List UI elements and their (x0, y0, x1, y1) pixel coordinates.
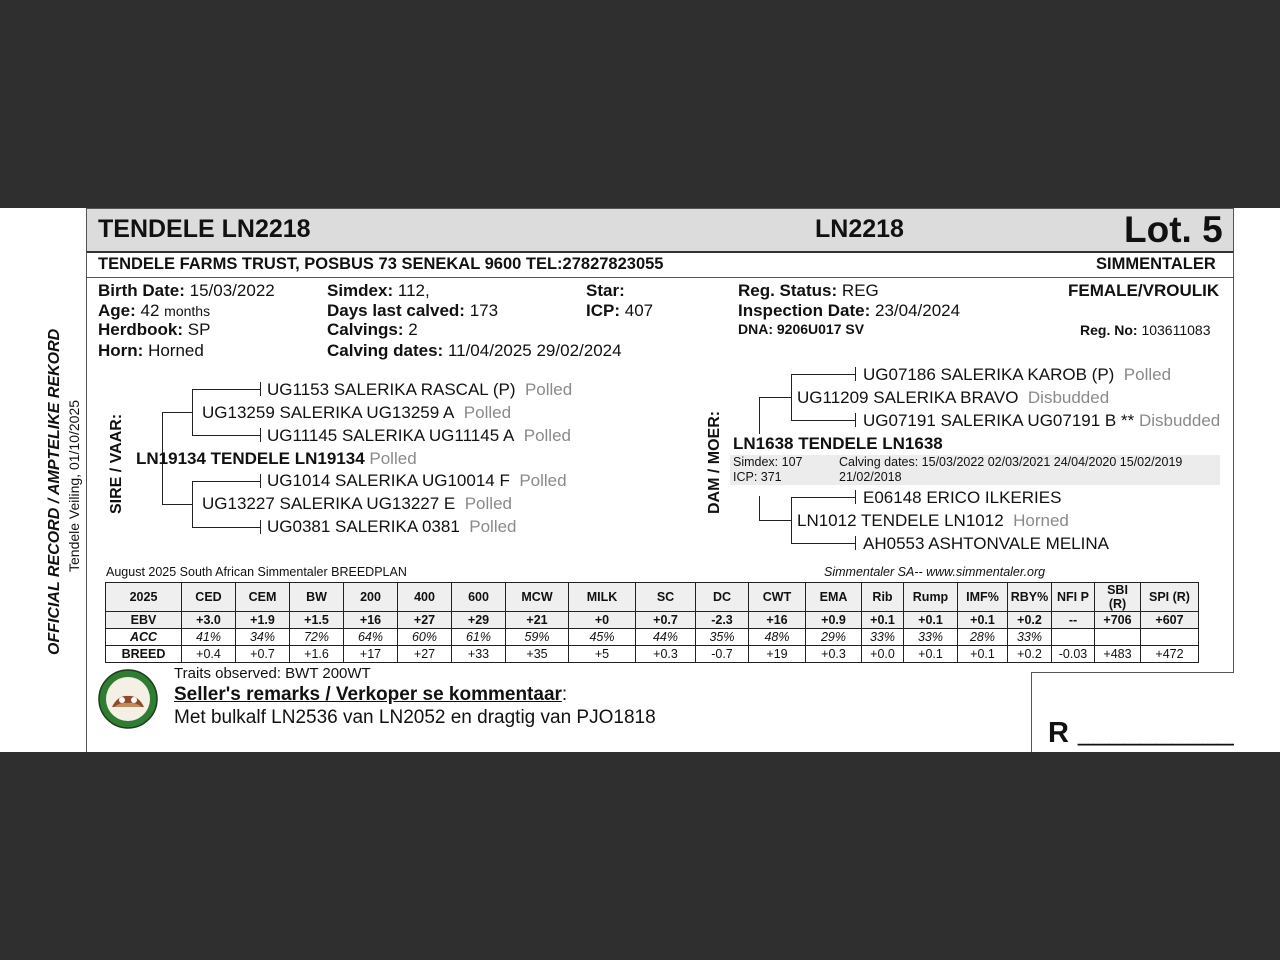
ebv-header-cell: 200 (344, 583, 398, 612)
ebv-cell: -2.3 (696, 612, 749, 629)
ebv-header-cell: BW (290, 583, 344, 612)
lot-number: Lot. 5 (1124, 209, 1223, 250)
acc-cell: 34% (236, 629, 290, 646)
days-last-calved: Days last calved: 173 (327, 301, 499, 320)
ebv-header-cell: MILK (569, 583, 636, 612)
ebv-cell: +607 (1141, 612, 1199, 629)
ebv-cell: +0.9 (806, 612, 862, 629)
acc-cell: 60% (398, 629, 452, 646)
acc-cell: 72% (290, 629, 344, 646)
acc-cell: 41% (182, 629, 236, 646)
lot-card (0, 208, 1280, 752)
ebv-header-cell: SC (636, 583, 696, 612)
sex: FEMALE/VROULIK (1068, 281, 1220, 300)
dam: LN1638 TENDELE LN1638 (733, 434, 943, 453)
sire-label: SIRE / VAAR: (108, 413, 125, 514)
ebv-header-cell: SBI (R) (1095, 583, 1141, 612)
acc-cell: 35% (696, 629, 749, 646)
dam-icp: ICP: 371 (733, 470, 782, 484)
remarks-text: Met bulkalf LN2536 van LN2052 en dragtig van PJO1818 (174, 707, 656, 728)
sire-dam-sire: UG1014 SALERIKA UG10014 F Polled (267, 471, 567, 490)
acc-cell: 33% (862, 629, 904, 646)
logo-seal-icon (98, 669, 158, 729)
acc-cell: 29% (806, 629, 862, 646)
breed-cell: +0.0 (862, 646, 904, 663)
ebv-row (106, 612, 1199, 629)
breed-cell: +5 (569, 646, 636, 663)
dam-sire-sire: UG07186 SALERIKA KAROB (P) Polled (863, 365, 1172, 384)
ebv-header-cell: RBY% (1008, 583, 1052, 612)
ebv-cell: +0.7 (636, 612, 696, 629)
dam-calving-dates: Calving dates: 15/03/2022 02/03/2021 24/04/2020 15/02/2019 (839, 455, 1183, 469)
breed-cell: +472 (1141, 646, 1199, 663)
acc-cell: 44% (636, 629, 696, 646)
acc-cell: 28% (958, 629, 1008, 646)
acc-cell: 64% (344, 629, 398, 646)
price-blank[interactable]: __________ (1078, 715, 1234, 746)
sire: LN19134 TENDELE LN19134 Polled (136, 449, 417, 468)
official-record-label: OFFICIAL RECORD / AMPTELIKE REKORD (46, 328, 63, 655)
dam-simdex: Simdex: 107 (733, 455, 803, 469)
left-border (86, 278, 87, 752)
ebv-header-cell: NFI P (1052, 583, 1095, 612)
ebv-cell: +706 (1095, 612, 1141, 629)
age: Age: 42 months (98, 301, 211, 320)
breed-name: SIMMENTALER (1096, 255, 1216, 273)
ebv-cell: +1.9 (236, 612, 290, 629)
right-border (1233, 278, 1234, 673)
breed-cell: +17 (344, 646, 398, 663)
owner-text: TENDELE FARMS TRUST, POSBUS 73 SENEKAL 9600 TEL:27827823055 (98, 255, 664, 273)
dam-label: DAM / MOER: (706, 410, 723, 514)
acc-cell (1095, 629, 1141, 646)
breed-cell: -0.7 (696, 646, 749, 663)
ebv-cell: +3.0 (182, 612, 236, 629)
herdbook: Herdbook: SP (98, 320, 211, 339)
acc-row-label: ACC (106, 629, 182, 646)
ebv-header-cell: CEM (236, 583, 290, 612)
ebv-header-cell: IMF% (958, 583, 1008, 612)
ebv-cell: +0.1 (958, 612, 1008, 629)
sire-sire: UG13259 SALERIKA UG13259 A Polled (202, 403, 512, 422)
breed-cell: +0.3 (806, 646, 862, 663)
star: Star: (586, 281, 625, 300)
ebv-header-cell: CED (182, 583, 236, 612)
ebv-cell: +0.1 (904, 612, 958, 629)
breed-cell: +27 (398, 646, 452, 663)
breedplan-site: Simmentaler SA-- www.simmentaler.org (824, 565, 1046, 579)
ebv-cell: +0.2 (1008, 612, 1052, 629)
breed-row-label: BREED (106, 646, 182, 663)
breed-cell: +483 (1095, 646, 1141, 663)
calving-dates: Calving dates: 11/04/2025 29/02/2024 (327, 341, 622, 360)
ebv-cell: +0 (569, 612, 636, 629)
ebv-header-cell: SPI (R) (1141, 583, 1199, 612)
animal-name: TENDELE LN2218 (98, 215, 311, 243)
acc-cell: 33% (904, 629, 958, 646)
sire-dam: UG13227 SALERIKA UG13227 E Polled (202, 494, 512, 513)
traits-observed: Traits observed: BWT 200WT (174, 665, 371, 682)
ebv-header-cell: 400 (398, 583, 452, 612)
breed-cell: +0.7 (236, 646, 290, 663)
breedplan-title: August 2025 South African Simmentaler BREEDPLAN (106, 565, 407, 579)
breed-cell: +33 (452, 646, 506, 663)
dam-sire: UG11209 SALERIKA BRAVO Disbudded (797, 388, 1110, 407)
breed-cell: +0.4 (182, 646, 236, 663)
ebv-cell: +21 (506, 612, 569, 629)
dam-sire-dam: UG07191 SALERIKA UG07191 B ** Disbudded (863, 411, 1221, 430)
headers-row-label: 2025 (106, 583, 182, 612)
ebv-header-cell: Rump (904, 583, 958, 612)
ebv-cell: +1.5 (290, 612, 344, 629)
breed-cell: -0.03 (1052, 646, 1095, 663)
breed-cell: +19 (749, 646, 806, 663)
acc-cell: 48% (749, 629, 806, 646)
price-currency: R (1048, 717, 1069, 749)
simmentaler-logo (98, 669, 158, 729)
simdex: Simdex: 112, (327, 281, 430, 300)
sire-sire-sire: UG1153 SALERIKA RASCAL (P) Polled (267, 380, 573, 399)
ebv-cell: +29 (452, 612, 506, 629)
ebv-cell: +27 (398, 612, 452, 629)
breed-cell: +35 (506, 646, 569, 663)
acc-row (106, 629, 1199, 646)
remarks-heading: Seller's remarks / Verkoper se kommentaar: (174, 684, 568, 705)
calvings: Calvings: 2 (327, 320, 418, 339)
ebv-header-cell: MCW (506, 583, 569, 612)
ebv-header-cell: EMA (806, 583, 862, 612)
ebv-cell: +16 (344, 612, 398, 629)
sale-label: Tendele Veiling, 01/10/2025 (66, 399, 82, 572)
ebv-header-cell: CWT (749, 583, 806, 612)
reg-no: Reg. No: 103611083 (1080, 322, 1211, 338)
acc-cell: 61% (452, 629, 506, 646)
ebv-table (105, 582, 1199, 663)
breed-cell: +0.1 (958, 646, 1008, 663)
horn: Horn: Horned (98, 341, 204, 360)
animal-id: LN2218 (815, 215, 904, 243)
dam-dam: LN1012 TENDELE LN1012 Horned (797, 511, 1069, 530)
breed-cell: +0.2 (1008, 646, 1052, 663)
breed-cell: +0.3 (636, 646, 696, 663)
reg-status: Reg. Status: REG (738, 281, 879, 300)
ebv-cell: +16 (749, 612, 806, 629)
ebv-header-cell: DC (696, 583, 749, 612)
dam-calving-dates-2: 21/02/2018 (839, 470, 902, 484)
ebv-header-cell: Rib (862, 583, 904, 612)
icp: ICP: 407 (586, 301, 654, 320)
acc-cell (1141, 629, 1199, 646)
sire-dam-dam: UG0381 SALERIKA 0381 Polled (267, 517, 517, 536)
birth-date: Birth Date: 15/03/2022 (98, 281, 275, 300)
acc-cell: 45% (569, 629, 636, 646)
breed-cell: +1.6 (290, 646, 344, 663)
ebv-row-label: EBV (106, 612, 182, 629)
dam-dam-sire: E06148 ERICO ILKERIES (863, 488, 1062, 507)
dna: DNA: 9206U017 SV (738, 321, 865, 337)
ebv-header-cell: 600 (452, 583, 506, 612)
acc-cell: 33% (1008, 629, 1052, 646)
ebv-cell: -- (1052, 612, 1095, 629)
sire-sire-dam: UG11145 SALERIKA UG11145 A Polled (267, 426, 571, 445)
ebv-header-row (106, 583, 1199, 612)
breed-avg-row (106, 646, 1199, 663)
acc-cell (1052, 629, 1095, 646)
acc-cell: 59% (506, 629, 569, 646)
inspection-date: Inspection Date: 23/04/2024 (738, 301, 961, 320)
breed-cell: +0.1 (904, 646, 958, 663)
ebv-cell: +0.1 (862, 612, 904, 629)
dam-dam-dam: AH0553 ASHTONVALE MELINA (863, 534, 1109, 553)
